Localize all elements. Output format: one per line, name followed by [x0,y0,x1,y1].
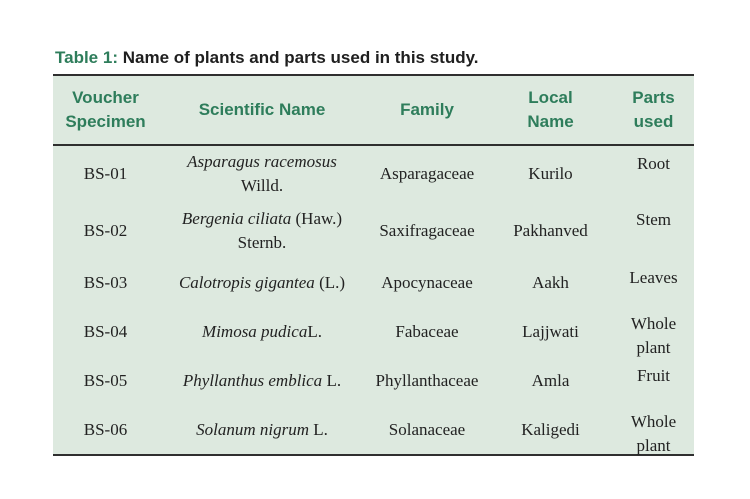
table-caption-text: Name of plants and parts used in this study. [122,48,479,67]
header-voucher-line2: Specimen [65,112,146,131]
scientific-name-italic: Phyllanthus emblica [182,371,323,390]
family-text: Saxifragaceae [379,221,475,240]
header-parts-used [613,76,694,144]
parts-used-text: Whole plant [630,314,677,357]
parts-used-text: Whole plant [630,412,677,455]
header-parts-line2: used [633,112,674,131]
cell-scientific-name [158,404,366,456]
cell-parts-used [613,306,694,358]
cell-voucher [53,306,158,358]
scientific-name-italic: Calotropis gigantea [178,273,315,292]
cell-family [366,260,488,306]
cell-family [366,306,488,358]
family-text: Solanaceae [388,420,466,439]
cell-scientific-name [158,260,366,306]
voucher-text: BS-01 [83,164,128,183]
table-caption-label: Table 1: [55,48,118,67]
table-header [53,76,694,146]
local-name-text: Lajjwati [522,322,579,341]
scientific-name-italic: Asparagus racemosus [187,152,337,171]
scientific-name-italic: Bergenia ciliata [181,209,292,228]
cell-family [366,146,488,202]
table-row [53,404,694,456]
cell-family [366,358,488,404]
table-row [53,260,694,306]
header-voucher-specimen [53,76,158,144]
cell-parts-used [613,146,694,202]
header-scientific-name [158,76,366,144]
scientific-name-authority: L. [313,420,328,439]
local-name-text: Kurilo [528,164,573,183]
cell-voucher [53,358,158,404]
scientific-name-authority: L. [326,371,342,390]
parts-used-text: Root [636,154,671,173]
scientific-name-authority: Willd. [240,176,284,195]
parts-used-text: Stem [636,210,671,229]
header-local-name [488,76,613,144]
cell-scientific-name [158,306,366,358]
cell-voucher [53,202,158,260]
header-local-line1: Local [528,88,573,107]
cell-local-name [488,260,613,306]
family-text: Phyllanthaceae [375,371,479,390]
plants-table [53,74,694,456]
cell-voucher [53,260,158,306]
voucher-text: BS-05 [83,371,128,390]
parts-used-text: Leaves [629,268,678,287]
header-local-line2: Name [527,112,574,131]
cell-parts-used [613,404,694,456]
table-row [53,202,694,260]
scientific-name-authority: (L.) [319,273,346,292]
scientific-name-authority: (Haw.) Sternb. [237,209,343,252]
cell-local-name [488,404,613,456]
cell-family [366,404,488,456]
voucher-text: BS-04 [83,322,128,341]
voucher-text: BS-06 [83,420,128,439]
cell-scientific-name [158,358,366,404]
cell-voucher [53,146,158,202]
cell-local-name [488,358,613,404]
cell-local-name [488,146,613,202]
scientific-name-authority: L. [307,322,322,341]
family-text: Fabaceae [395,322,459,341]
table-row [53,358,694,404]
local-name-text: Amla [531,371,570,390]
header-family [366,76,488,144]
voucher-text: BS-03 [83,273,128,292]
cell-local-name [488,202,613,260]
cell-parts-used [613,260,694,306]
cell-voucher [53,404,158,456]
scientific-name-italic: Solanum nigrum [196,420,309,439]
local-name-text: Pakhanved [513,221,588,240]
scientific-name-italic: Mimosa pudica [202,322,308,341]
local-name-text: Aakh [532,273,569,292]
table-row [53,306,694,358]
header-voucher-line1: Voucher [72,88,139,107]
cell-scientific-name [158,146,366,202]
family-text: Asparagaceae [379,164,475,183]
header-scientific-name-text: Scientific Name [198,100,326,119]
header-family-text: Family [400,100,454,119]
cell-parts-used [613,358,694,404]
local-name-text: Kaligedi [521,420,580,439]
cell-scientific-name [158,202,366,260]
cell-family [366,202,488,260]
voucher-text: BS-02 [83,221,128,240]
header-parts-line1: Parts [632,88,675,107]
cell-parts-used [613,202,694,260]
table-caption [55,48,479,68]
parts-used-text: Fruit [636,366,671,385]
family-text: Apocynaceae [381,273,473,292]
cell-local-name [488,306,613,358]
table-row [53,146,694,202]
